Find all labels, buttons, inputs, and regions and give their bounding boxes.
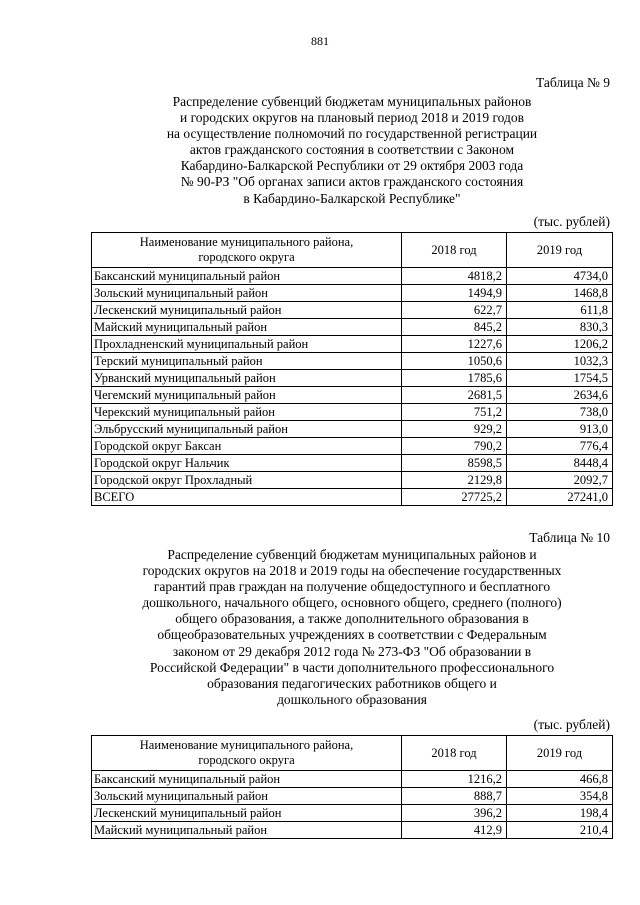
title-line: № 90-РЗ "Об органах записи актов гражданского состояния [180,174,524,190]
cell-2018: 622,7 [402,302,507,319]
cell-name: Майский муниципальный район [92,319,402,336]
table-9-unit: (тыс. рублей) [533,214,610,229]
table-10-unit: (тыс. рублей) [533,717,610,732]
cell-2019: 830,3 [507,319,613,336]
table-row [92,822,613,839]
title-line: дошкольного образования [277,691,427,707]
cell-2018: 1785,6 [402,370,507,387]
title-line: законом от 29 декабря 2012 года № 273-ФЗ "Об образовании в [172,643,532,659]
table-9 [91,232,613,506]
cell-2018: 1494,9 [402,285,507,302]
cell-2019: 2634,6 [507,387,613,404]
cell-name: Городской округ Прохладный [92,472,402,489]
title-line: и городских округов на плановый период 2018 и 2019 годов [179,110,525,126]
cell-2018: 929,2 [402,421,507,438]
cell-2019: 466,8 [507,771,613,788]
title-line: на осуществление полномочий по государственной регистрации [166,126,538,142]
cell-2019: 1206,2 [507,336,613,353]
table-row [92,336,613,353]
cell-name: Черекский муниципальный район [92,404,402,421]
cell-2018: 2129,8 [402,472,507,489]
cell-name: Эльбрусский муниципальный район [92,421,402,438]
table-row [92,489,613,506]
table-row [92,771,613,788]
title-line: актов гражданского состояния в соответствии с Законом [189,142,515,158]
cell-2018: 4818,2 [402,268,507,285]
table-row [92,302,613,319]
cell-name: ВСЕГО [92,489,402,506]
cell-name: Майский муниципальный район [92,822,402,839]
cell-2018: 1050,6 [402,353,507,370]
cell-2018: 1216,2 [402,771,507,788]
table-10 [91,735,613,839]
cell-2019: 27241,0 [507,489,613,506]
cell-2019: 738,0 [507,404,613,421]
cell-2019: 776,4 [507,438,613,455]
cell-name: Зольский муниципальный район [92,788,402,805]
cell-2019: 354,8 [507,788,613,805]
table-10-title [92,547,612,708]
header-name: Наименование муниципального района, городского округа [92,233,402,268]
cell-2019: 210,4 [507,822,613,839]
cell-name: Лескенский муниципальный район [92,805,402,822]
cell-2018: 751,2 [402,404,507,421]
table-row [92,788,613,805]
cell-2018: 8598,5 [402,455,507,472]
table-header-row [92,736,613,771]
cell-name: Терский муниципальный район [92,353,402,370]
cell-2019: 8448,4 [507,455,613,472]
cell-name: Городской округ Баксан [92,438,402,455]
cell-2019: 1754,5 [507,370,613,387]
header-name: Наименование муниципального района, городского округа [92,736,402,771]
table-row [92,421,613,438]
table-9-label: Таблица № 9 [536,75,610,90]
table-row [92,387,613,404]
cell-name: Зольский муниципальный район [92,285,402,302]
title-line: городских округов на 2018 и 2019 годы на обеспечение государственных [142,563,562,579]
cell-2018: 412,9 [402,822,507,839]
cell-2018: 1227,6 [402,336,507,353]
table-row [92,319,613,336]
cell-2018: 2681,5 [402,387,507,404]
table-9-title [92,94,612,207]
page-number: 881 [311,34,329,48]
cell-name: Прохладненский муниципальный район [92,336,402,353]
cell-2019: 611,8 [507,302,613,319]
table-row [92,455,613,472]
cell-2018: 27725,2 [402,489,507,506]
cell-name: Баксанский муниципальный район [92,771,402,788]
title-line: Распределение субвенций бюджетам муниципальных районов [172,94,532,109]
header-2019: 2019 год [507,233,613,268]
title-line: гарантий прав граждан на получение общедоступного и бесплатного [153,579,551,595]
cell-name: Лескенский муниципальный район [92,302,402,319]
table-row [92,805,613,822]
cell-2019: 2092,7 [507,472,613,489]
title-line: общеобразовательных учреждениях в соответствии с Федеральным [157,627,547,643]
title-line: Кабардино-Балкарской Республики от 29 октября 2003 года [180,158,524,174]
header-2019: 2019 год [507,736,613,771]
header-2018: 2018 год [402,233,507,268]
table-row [92,285,613,302]
cell-2019: 198,4 [507,805,613,822]
title-line: в Кабардино-Балкарской Республике" [243,190,461,206]
cell-2019: 4734,0 [507,268,613,285]
title-line: дошкольного, начального общего, основного общего, среднего (полного) [142,595,562,611]
table-row [92,268,613,285]
cell-2019: 1468,8 [507,285,613,302]
cell-2018: 888,7 [402,788,507,805]
table-row [92,472,613,489]
cell-2018: 790,2 [402,438,507,455]
cell-name: Чегемский муниципальный район [92,387,402,404]
title-line: общего образования, а также дополнительного образования в [175,611,529,627]
cell-2018: 845,2 [402,319,507,336]
table-header-row [92,233,613,268]
table-10-label: Таблица № 10 [529,530,610,545]
cell-name: Городской округ Нальчик [92,455,402,472]
cell-2018: 396,2 [402,805,507,822]
title-line: Российской Федерации" в части дополнительного профессионального [149,659,555,675]
header-2018: 2018 год [402,736,507,771]
cell-name: Урванский муниципальный район [92,370,402,387]
table-row [92,370,613,387]
cell-2019: 913,0 [507,421,613,438]
cell-name: Баксанский муниципальный район [92,268,402,285]
table-row [92,353,613,370]
title-line: Распределение субвенций бюджетам муниципальных районов и [167,547,537,562]
table-row [92,438,613,455]
table-row [92,404,613,421]
title-line: образования педагогических работников общего и [207,675,497,691]
cell-2019: 1032,3 [507,353,613,370]
